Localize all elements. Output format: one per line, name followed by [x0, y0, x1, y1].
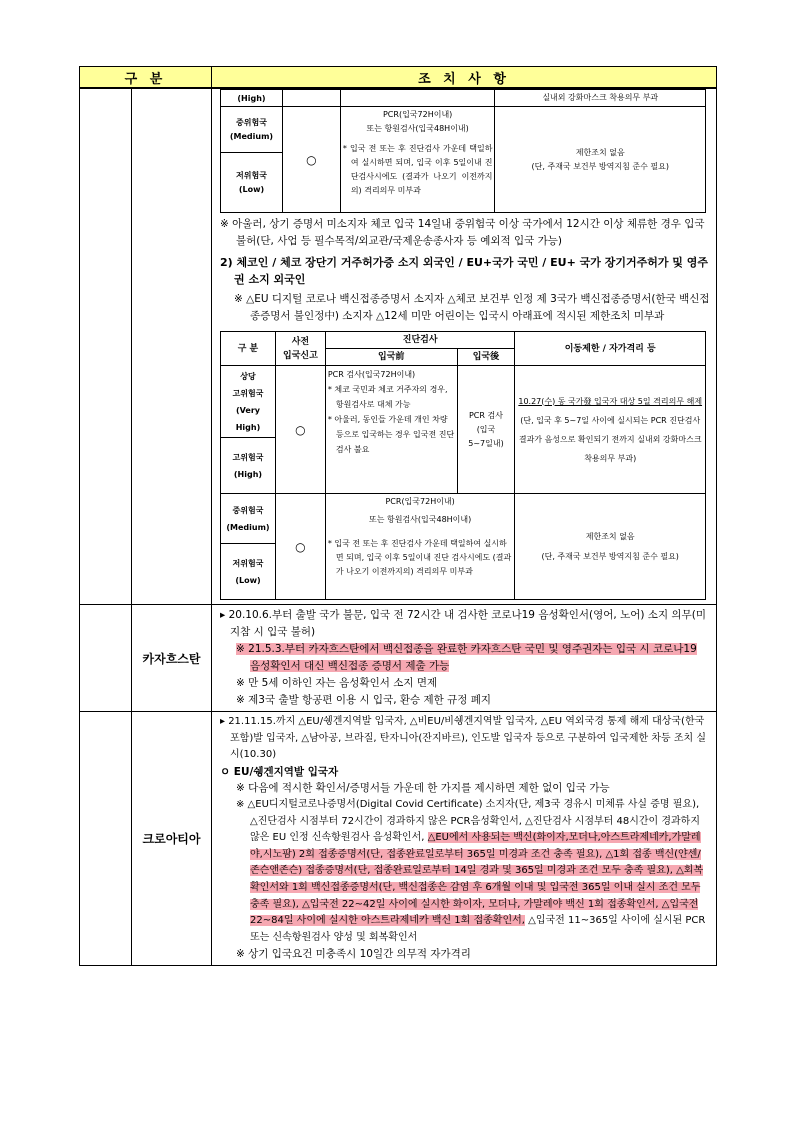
hr-p4	[220, 797, 710, 946]
croatia-content	[212, 712, 717, 966]
kz-p4: ※ 제3국 출발 항공편 이용 시 입국, 환승 제한 규정 폐지	[236, 694, 492, 706]
test-note: * 입국 전 또는 후 진단검사 가운데 택일하여 실시하면 되며, 입국 이후 5일이내 진단검사시에도 (결과가 나오기 이전까지의) 격리의무 미부과	[342, 144, 493, 195]
vh-circle: ○	[275, 366, 325, 494]
ml-test-2: 또는 항원검사(입국48H이내)	[369, 515, 472, 524]
ml-restrict-1: 제한조치 없음	[585, 531, 635, 541]
hr-p4a: ※ △EU디지털코로나증명서(Digital Covid Certificate) 소지자(단, 제3국 경유시 미체류 사실 증명 필요), △진단검사 시점부터 72시간이 경과하지 않은 PCR음성확인서, △진단검사 시점부터 48시간이 경과하지 않은 EU 인정 신속항원검사 음성확인서,	[236, 798, 700, 844]
high-label-2: 고위험국 (High)	[221, 438, 276, 494]
risk-table	[220, 331, 706, 600]
test-line2: 또는 항원검사(입국48H이내)	[366, 124, 469, 133]
header-category: 구 분	[80, 67, 212, 89]
kazakhstan-row	[80, 605, 717, 712]
page	[79, 66, 716, 966]
low-label: 저위험국 (Low)	[221, 153, 283, 213]
restrict-cell	[495, 107, 706, 213]
blank-cell	[80, 605, 132, 712]
kazakhstan-content	[212, 605, 717, 712]
vh-before-cell	[325, 366, 457, 494]
vh-before-3: * 아울러, 동인들 가운데 개인 차량 등으로 입국하는 경우 입국전 진단검사 불요	[327, 415, 455, 454]
ml-restrict-cell	[515, 494, 706, 600]
ml-test-1: PCR(입국72H이내)	[385, 497, 455, 506]
prereg-circle: ○	[282, 107, 340, 213]
th-test: 진단검사	[325, 332, 515, 349]
ml-circle: ○	[275, 494, 325, 600]
kz-p2: ※ 21.5.3.부터 카자흐스탄에서 백신접종을 완료한 카자흐스탄 국민 및 영주권자는 입국 시 코로나19 음성확인서 대신 백신접종 증명서 제출 가능	[236, 643, 697, 672]
section2-note: ※ △EU 디지털 코로나 백신접종증명서 소지자 △체코 보건부 인정 제 3국가 백신접종증명서(한국 백신접종증명서 불인정中) 소지자 △12세 미만 어린이는 입국시 아래표에 적시된 제한조치 미부과	[234, 293, 710, 322]
top-risk-table	[220, 89, 706, 213]
restrict-line2: (단, 주재국 보건부 방역지침 준수 필요)	[531, 161, 669, 171]
main-table	[79, 66, 717, 966]
hr-p5: ※ 상기 입국요건 미충족시 10일간 의무적 자가격리	[236, 948, 471, 961]
test-line1: PCR(입국72H이내)	[382, 110, 453, 119]
note-after-top: ※ 아울러, 상기 증명서 미소지자 체코 입국 14일내 중위험국 이상 국가에서 12시간 이상 체류한 경우 입국 불허(단, 사업 등 필수목적/외교관/국제운송종사자 등 예외적 입국 가능)	[220, 218, 705, 247]
country-cell-blank	[132, 88, 212, 605]
th-restrict: 이동제한 / 자가격리 등	[515, 332, 706, 366]
ml-test-3: * 입국 전 또는 후 진단검사 가운데 택일하여 실시하면 되며, 입국 이후 5일이내 진단 검사시에도 (결과가 나오기 이전까지의) 격리의무 미부과	[327, 539, 512, 576]
ml-test-cell	[325, 494, 515, 600]
medium-label-2: 중위험국 (Medium)	[221, 494, 276, 544]
blank-cell	[80, 88, 132, 605]
very-high-label: 상당 고위험국 (Very High)	[221, 366, 276, 438]
test-cell	[340, 107, 495, 213]
section2-title: 2) 체코인 / 체코 장단기 거주허가증 소지 외국인 / EU+국가 국민 / EU+ 국가 장기거주허가 및 영주권 소지 외국인	[220, 256, 708, 286]
vh-restrict-2: (단, 입국 후 5~7일 사이에 실시되는 PCR 진단검사 결과가 음성으로 확인되기 전까지 실내외 강화마스크 착용의무 부과)	[518, 415, 702, 463]
high-label: (High)	[221, 90, 283, 107]
low-label-2: 저위험국 (Low)	[221, 544, 276, 600]
header-row	[80, 67, 717, 89]
kz-p1: ▸ 20.10.6.부터 출발 국가 불문, 입국 전 72시간 내 검사한 코로나19 음성확인서(영어, 노어) 소지 의무(미지참 시 입국 불허)	[220, 609, 706, 638]
vh-after: PCR 검사 (입국 5~7일내)	[457, 366, 515, 494]
croatia-row	[80, 712, 717, 966]
hr-p3: ※ 다음에 적시한 확인서/증명서들 가운데 한 가지를 제시하면 제한 없이 입국 가능	[236, 782, 610, 795]
vh-restrict-cell	[515, 366, 706, 494]
kz-p3: ※ 만 5세 이하인 자는 음성확인서 소지 면제	[236, 677, 438, 689]
high-restrict: 실내외 강화마스크 착용의무 부과	[495, 90, 706, 107]
country-kazakhstan: 카자흐스탄	[132, 605, 212, 712]
ml-restrict-2: (단, 주재국 보건부 방역지침 준수 필요)	[541, 551, 679, 561]
medium-label: 중위험국 (Medium)	[221, 107, 283, 153]
vh-restrict-1: 10.27(수) 동 국가發 입국자 대상 5일 격리의무 해제	[518, 396, 703, 406]
vh-before-1: PCR 검사(입국72H이내)	[327, 370, 416, 379]
czech-row	[80, 88, 717, 605]
th-after: 입국後	[457, 349, 515, 366]
country-croatia: 크로아티아	[132, 712, 212, 966]
hr-p2: ㅇ EU/쉥겐지역발 입국자	[220, 765, 339, 778]
restrict-line1: 제한조치 없음	[575, 147, 625, 157]
th-prereg: 사전 입국신고	[275, 332, 325, 366]
th-category: 구 분	[221, 332, 276, 366]
blank-cell	[80, 712, 132, 966]
vh-before-2: * 체코 국민과 체코 거주자의 경우, 항원검사로 대체 가능	[327, 385, 448, 409]
hr-p4c: △입국전 11~365일 사이에 실시된 PCR 또는 신속항원검사 양성 및 회복확인서	[250, 915, 706, 943]
kz-p2-wrap	[220, 641, 710, 675]
th-before: 입국前	[325, 349, 457, 366]
hr-p1: ▸ 21.11.15.까지 △EU/쉥겐지역발 입국자, △비EU/비쉥겐지역발 입국자, △EU 역외국경 통제 해제 대상국(한국 포함)발 입국자, △남아공, 브라질, 탄자니아(잔지바르), 인도발 입국자 등으로 구분하여 입국제한 차등 조치 실시(10.30)	[220, 716, 706, 761]
hr-p4b: △EU에서 사용되는 백신(화이자,모더나,아스트라제네카,가말레야,시노팜) 2회 접종증명서(단, 접종완료일로부터 365일 미경과 조건 충족 필요), △1회 접종 백신(얀센/존슨앤존슨) 접종증명서(단, 접종완료일로부터 14일 경과 및 365일 미경과 조건 모두 충족 필요), △회복확인서와 1회 백신접종증명서(단, 백신접종은 감염 후 6개월 이내 및 입국전 365일 이내 실시 조건 모두 충족 필요), △입국전 22~42일 사이에 실시한 화이자, 모더나, 가말레야 백신 1회 접종확인서, △입국전 22~84일 사이에 실시한 아스트라제네카 백신 1회 접종확인서,	[250, 832, 704, 927]
czech-content	[212, 88, 717, 605]
header-measures: 조 치 사 항	[212, 67, 717, 89]
